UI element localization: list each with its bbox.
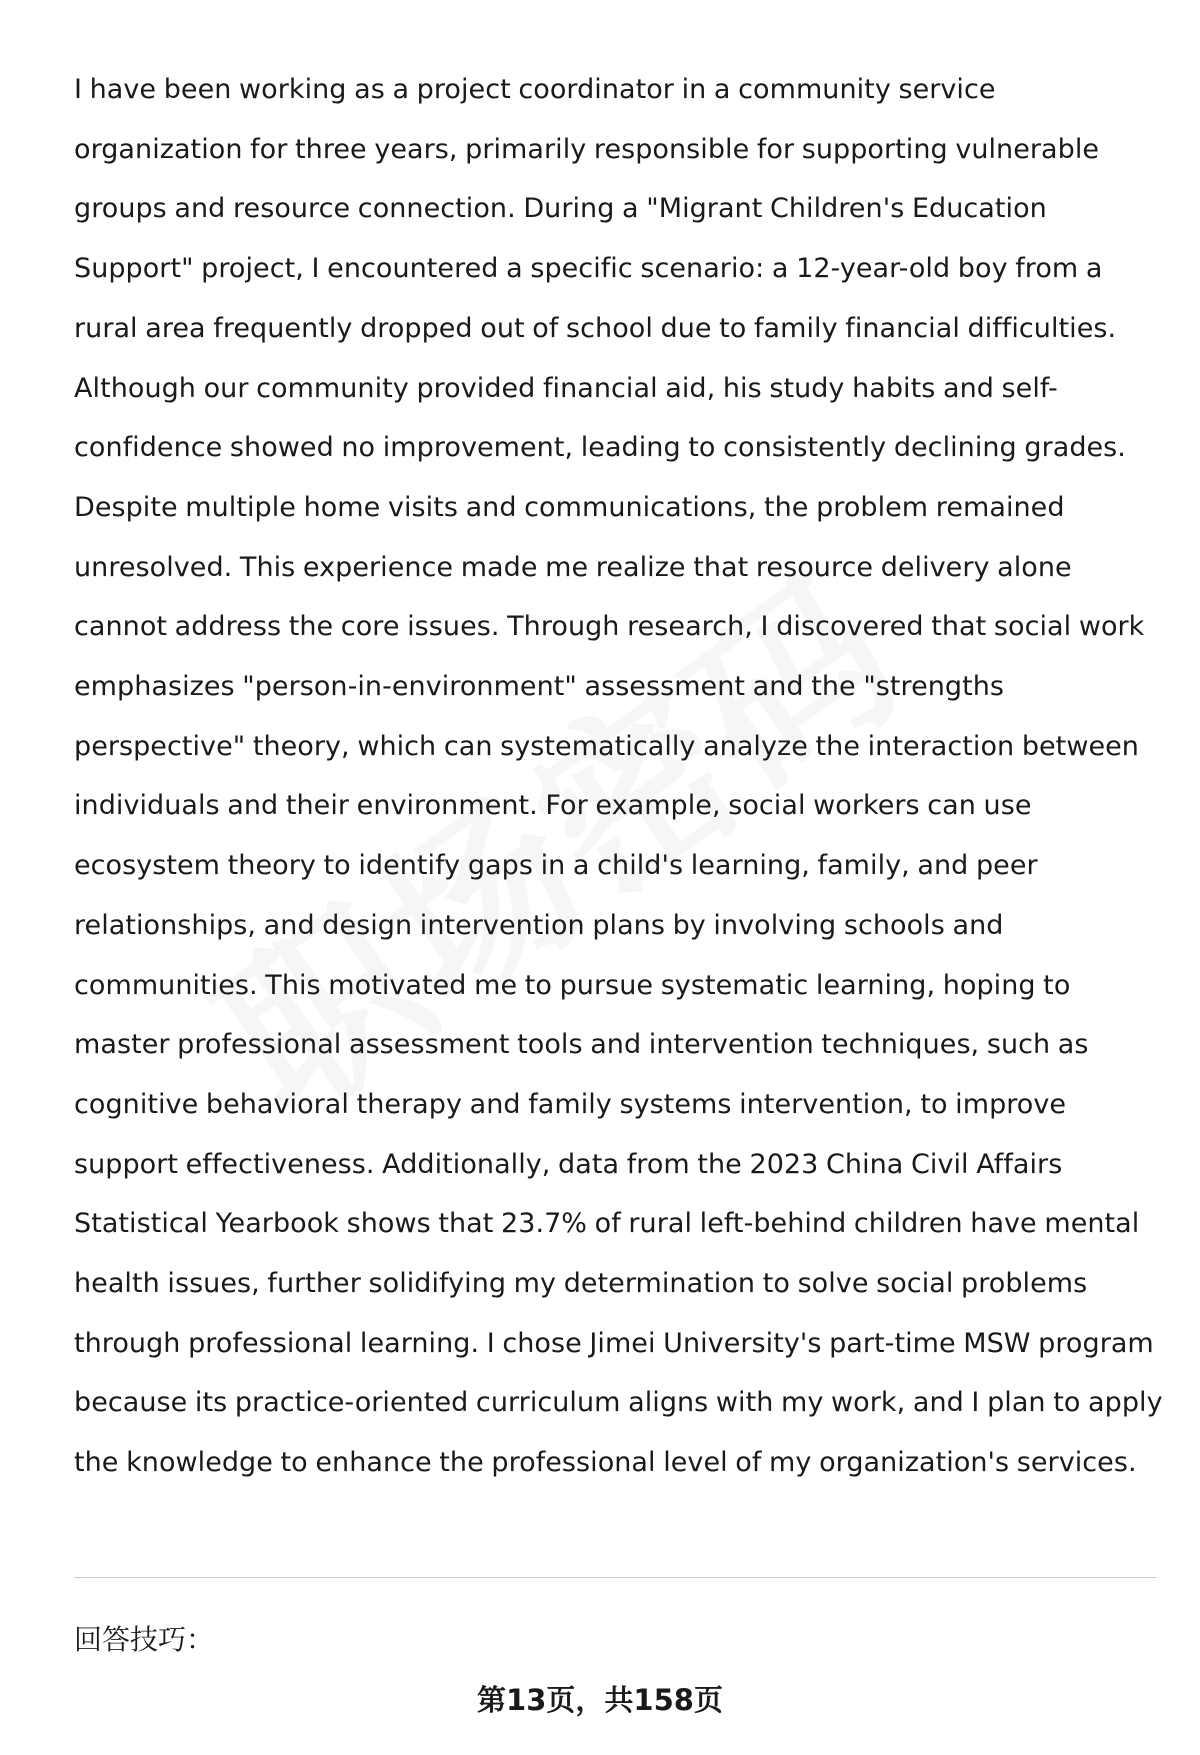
- section-divider: [74, 1577, 1156, 1578]
- page-number-footer: 第13页，共158页: [477, 1683, 723, 1717]
- tips-label: 回答技巧：: [74, 1623, 215, 1656]
- answer-paragraph: I have been working as a project coordinator in a community service organization for three years, primarily responsible for supporting vulnerable groups and resource connection. During a "Migrant Children's Education Support" project, I encountered a specific scenario: a 12-year-old boy from a rural area frequently dropped out of school due to family financial difficulties. Although our community provided financial aid, his study habits and self-confidence showed no improvement, leading to consistently declining grades. Despite multiple home visits and communications, the problem remained unresolved. This experience made me realize that resource delivery alone cannot address the core issues. Through research, I discovered that social work emphasizes "person-in-environment" assessment and the "strengths perspective" theory, which can systematically analyze the interaction between individuals and their environment. For example, social workers can use ecosystem theory to identify gaps in a child's learning, family, and peer relationships, and design intervention plans by involving schools and communities. This motivated me to pursue systematic learning, hoping to master professional assessment tools and intervention techniques, such as cognitive behavioral therapy and family systems intervention, to improve support effectiveness. Additionally, data from the 2023 China Civil Affairs Statistical Yearbook shows that 23.7% of rural left-behind children have mental health issues, further solidifying my determination to solve social problems through professional learning. I chose Jimei University's part-time MSW program because its practice-oriented curriculum aligns with my work, and I plan to apply the knowledge to enhance the professional level of my organization's services.: [74, 74, 1163, 1479]
